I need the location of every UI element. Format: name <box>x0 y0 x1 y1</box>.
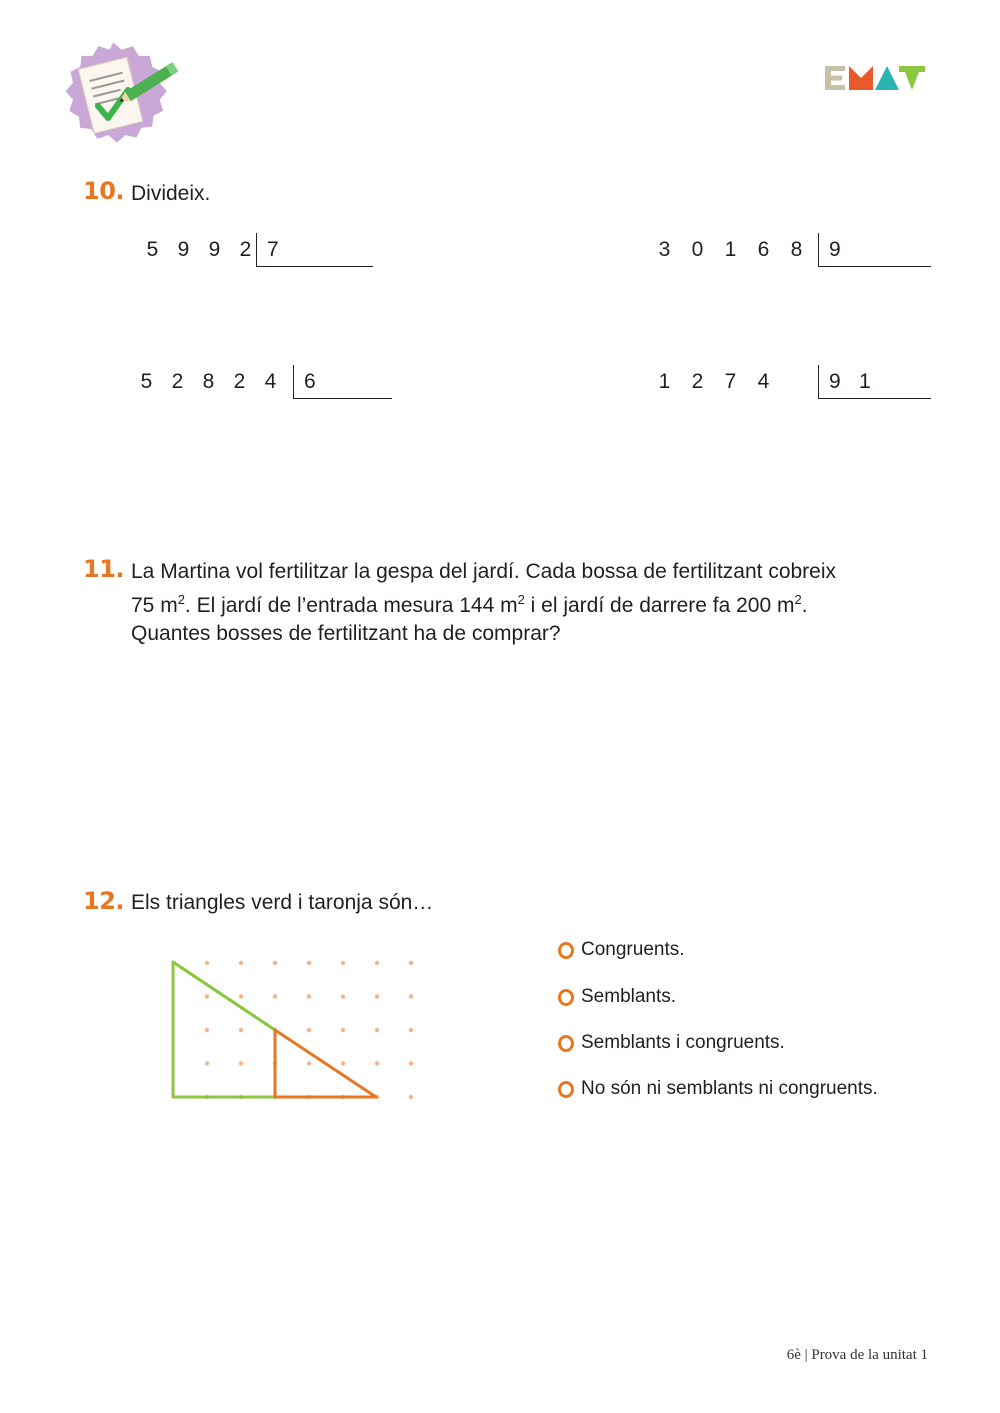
dividend-digit: 4 <box>264 370 277 393</box>
page-footer: 6è | Prova de la unitat 1 <box>786 1347 928 1363</box>
question-11-line-1: La Martina vol fertilitzar la gespa del jardí. Cada bossa de fertilitzant cobreix <box>131 560 837 583</box>
grid-dot <box>341 1061 345 1065</box>
divisor-digit: 6 <box>304 370 316 393</box>
question-11-line-2: 75 $m^2$. El jardí de l’entrada mesura 144 $m^2$ i el jardí de darrere fa 200 $m^2$. <box>131 592 808 617</box>
question-10-prompt: Divideix. <box>131 182 211 205</box>
division-1 <box>137 233 377 269</box>
dividend-digit: 7 <box>724 370 737 393</box>
option-label: Semblants i congruents. <box>581 1032 785 1053</box>
grid-dot <box>341 994 345 998</box>
divisor-box <box>818 365 931 399</box>
green-triangle <box>173 962 275 1097</box>
dividend-digit: 2 <box>233 370 246 393</box>
division-4 <box>648 365 933 401</box>
grid-dot <box>409 961 413 965</box>
triangles-figure <box>165 950 425 1110</box>
dividend-digit: 3 <box>658 238 671 261</box>
question-11-number: 11. <box>83 555 125 583</box>
question-12-number: 12. <box>83 887 125 915</box>
option-4[interactable] <box>558 1077 878 1101</box>
division-3 <box>131 365 396 401</box>
dividend-digit: 9 <box>208 238 221 261</box>
grid-dot <box>375 1061 379 1065</box>
divisor-box <box>818 233 931 267</box>
divisor-digit: 9 <box>829 238 841 261</box>
dot-grid <box>205 961 413 1099</box>
question-10-number: 10. <box>83 177 125 205</box>
dividend-digit: 5 <box>146 238 159 261</box>
grid-dot <box>341 961 345 965</box>
grid-dot <box>341 1028 345 1032</box>
option-1[interactable] <box>558 938 685 962</box>
grid-dot <box>239 1028 243 1032</box>
orange-triangle <box>275 1030 376 1097</box>
grid-dot <box>205 1028 209 1032</box>
dividend-digit: 0 <box>691 238 704 261</box>
radio-circle-icon[interactable] <box>558 989 574 1006</box>
question-11-line-3: Quantes bosses de fertilitzant ha de comprar? <box>131 622 561 645</box>
dividend-digit: 1 <box>658 370 671 393</box>
radio-circle-icon[interactable] <box>558 1035 574 1052</box>
dividend-digit: 2 <box>171 370 184 393</box>
grid-dot <box>307 961 311 965</box>
grid-dot <box>239 994 243 998</box>
grid-dot <box>273 961 277 965</box>
divisor-digit: 7 <box>267 238 279 261</box>
grid-dot <box>239 961 243 965</box>
dividend-digit: 8 <box>202 370 215 393</box>
grid-dot <box>409 1095 413 1099</box>
grid-dot <box>239 1061 243 1065</box>
grid-dot <box>205 994 209 998</box>
grid-dot <box>273 994 277 998</box>
question-11-text <box>131 558 931 648</box>
dividend-digit: 8 <box>790 238 803 261</box>
dividend-digit: 2 <box>239 238 252 261</box>
division-2 <box>648 233 933 269</box>
dividend-digit: 6 <box>757 238 770 261</box>
grid-dot <box>307 1028 311 1032</box>
dividend-digit: 1 <box>724 238 737 261</box>
green-triangle-hyp <box>173 962 275 1030</box>
emat-logo <box>825 66 925 92</box>
radio-circle-icon[interactable] <box>558 1081 574 1098</box>
grid-dot <box>205 961 209 965</box>
grid-dot <box>375 961 379 965</box>
grid-dot <box>307 994 311 998</box>
divisor-digit: 1 <box>859 370 871 393</box>
dividend-digit: 2 <box>691 370 704 393</box>
grid-dot <box>409 1061 413 1065</box>
dividend-digit: 9 <box>177 238 190 261</box>
grid-dot <box>375 1028 379 1032</box>
option-3[interactable] <box>558 1031 785 1055</box>
grid-dot <box>307 1061 311 1065</box>
question-12-prompt: Els triangles verd i taronja són… <box>131 891 434 914</box>
dividend-digit: 5 <box>140 370 153 393</box>
divisor-box <box>293 365 392 399</box>
divisor-digit: 9 <box>829 370 841 393</box>
grid-dot <box>409 994 413 998</box>
grid-dot <box>205 1061 209 1065</box>
option-label: Semblants. <box>581 986 677 1007</box>
exam-checklist-icon <box>52 42 184 148</box>
dividend-digit: 4 <box>757 370 770 393</box>
option-label: No són ni semblants ni congruents. <box>581 1078 878 1099</box>
grid-dot <box>375 994 379 998</box>
option-2[interactable] <box>558 985 676 1009</box>
option-label: Congruents. <box>581 939 685 960</box>
radio-circle-icon[interactable] <box>558 942 574 959</box>
divisor-box <box>256 233 373 267</box>
grid-dot <box>409 1028 413 1032</box>
